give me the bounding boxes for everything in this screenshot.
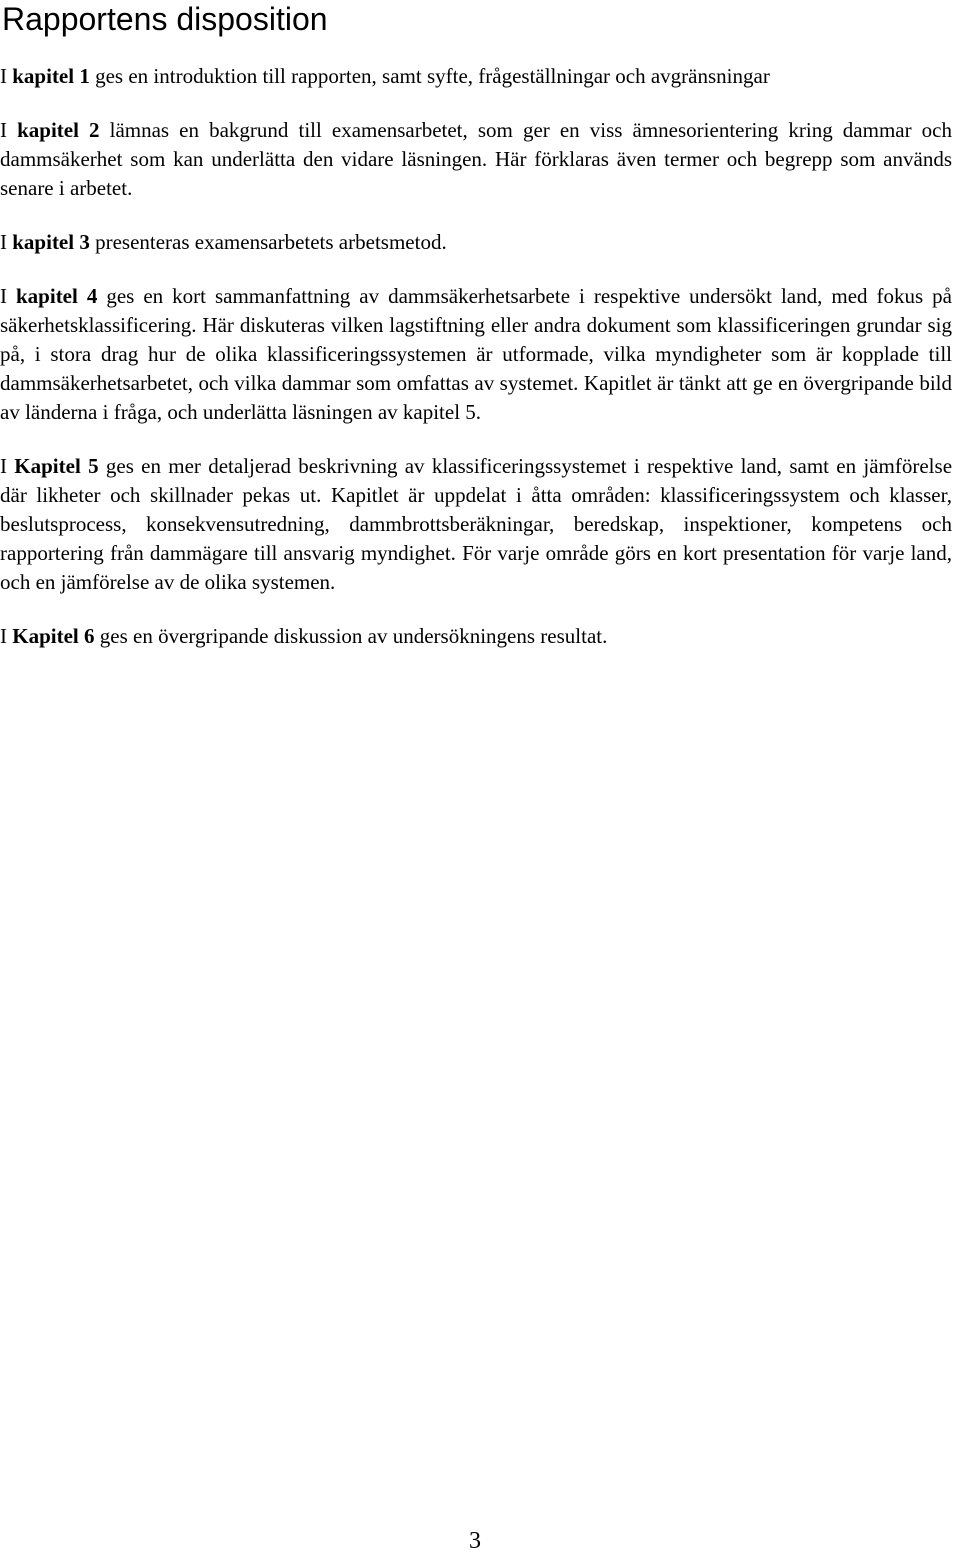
paragraph-prefix: I — [0, 64, 13, 88]
paragraph-text: ges en övergripande diskussion av undersökningens resultat. — [94, 624, 608, 648]
chapter-reference: kapitel 3 — [12, 230, 90, 254]
paragraph-prefix: I — [0, 230, 13, 254]
chapter-reference: kapitel 2 — [17, 118, 100, 142]
document-body — [0, 62, 952, 676]
chapter-reference: Kapitel 5 — [14, 454, 99, 478]
page-title: Rapportens disposition — [2, 1, 328, 37]
paragraph-text: ges en kort sammanfattning av dammsäkerhetsarbete i respektive undersökt land, med fokus på säkerhetsklassificering. Här diskuteras vilken lagstiftning eller andra dokument som klassificeringen grundar sig på, i stora drag hur de olika klassificeringssystemen är utformade, vilka myndigheter som är kopplade till dammsäkerhetsarbetet, och vilka dammar som omfattas av systemet. Kapitlet är tänkt att ge en övergripande bild av länderna i fråga, och underlätta läsningen av kapitel 5. — [0, 284, 952, 424]
paragraph-text: ges en mer detaljerad beskrivning av klassificeringssystemet i respektive land, samt en jämförelse där likheter och skillnader pekas ut. Kapitlet är uppdelat i åtta områden: klassificeringssystem och klasser, beslutsprocess, konsekvensutredning, dammbrottsberäkningar, beredskap, inspektioner, kompetens och rapportering från dammägare till ansvarig myndighet. För varje område görs en kort presentation för varje land, och en jämförelse av de olika systemen. — [0, 454, 953, 594]
paragraph-chapter-2 — [0, 116, 952, 203]
chapter-reference: kapitel 4 — [16, 284, 98, 308]
paragraph-chapter-5 — [0, 452, 952, 597]
paragraph-text: presenteras examensarbetets arbetsmetod. — [89, 230, 447, 254]
chapter-reference: kapitel 1 — [12, 64, 90, 88]
paragraph-chapter-3 — [0, 228, 952, 257]
paragraph-chapter-1 — [0, 62, 952, 91]
paragraph-prefix: I — [0, 454, 15, 478]
paragraph-prefix: I — [0, 118, 18, 142]
paragraph-chapter-4 — [0, 282, 952, 427]
paragraph-text: ges en introduktion till rapporten, samt syfte, frågeställningar och avgränsningar — [89, 64, 770, 88]
paragraph-text: lämnas en bakgrund till examensarbetet, som ger en viss ämnesorientering kring dammar och dammsäkerhet som kan underlätta den vidare läsningen. Här förklaras även termer och begrepp som används senare i arbetet. — [0, 118, 953, 200]
chapter-reference: Kapitel 6 — [12, 624, 95, 648]
page-number: 3 — [469, 1528, 481, 1554]
paragraph-prefix: I — [0, 284, 16, 308]
paragraph-chapter-6 — [0, 622, 952, 651]
paragraph-prefix: I — [0, 624, 13, 648]
